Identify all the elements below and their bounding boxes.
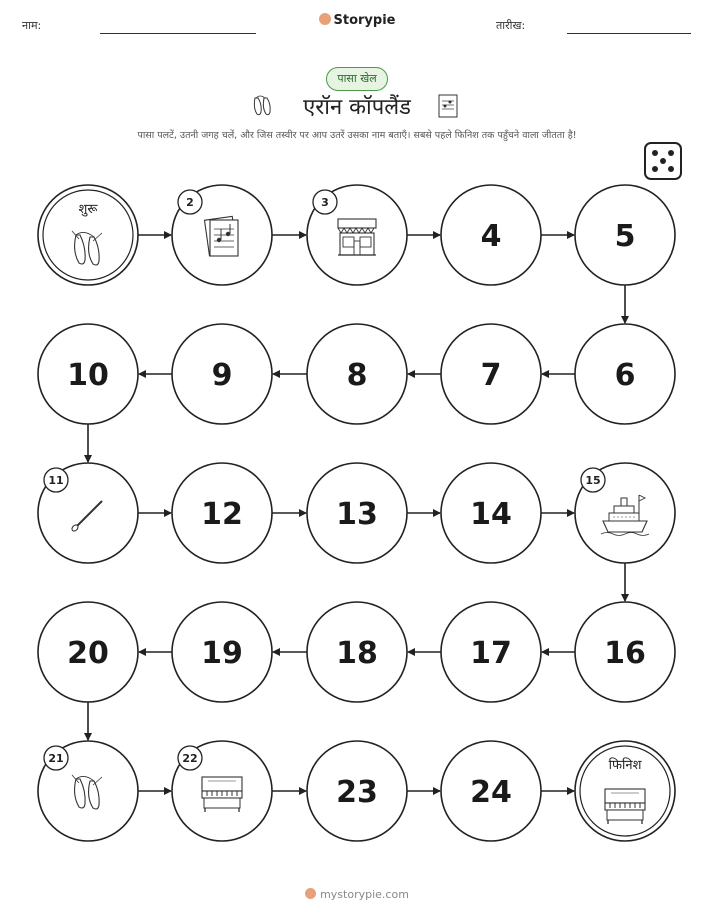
board-space-13 [307,463,407,563]
space-number: 18 [336,636,378,671]
space-number: 15 [585,474,601,487]
space-number: 9 [211,358,233,393]
board-space-19 [172,602,272,702]
space-number: 3 [321,196,329,209]
board-space-16 [575,602,675,702]
footer-brand [0,888,714,901]
space-number: 23 [336,775,378,810]
board-space-2 [172,185,272,285]
board-space-6 [575,324,675,424]
space-number: 11 [48,474,64,487]
board-space-7 [441,324,541,424]
board-space-9 [172,324,272,424]
board-space-4 [441,185,541,285]
game-type-badge: पासा खेल [326,67,388,91]
space-number: 7 [480,358,502,393]
space-circle [38,185,138,285]
space-number: 17 [470,636,512,671]
bear-icon [305,888,316,899]
space-number: 20 [67,636,109,671]
board-space-1 [38,185,138,285]
piano-icon [605,789,645,824]
brand-name: Storypie [333,13,396,28]
board-space-17 [441,602,541,702]
space-number: 2 [186,196,194,209]
space-number: 5 [614,219,636,254]
board-space-23 [307,741,407,841]
footer-url: mystorypie.com [320,888,409,901]
page-title: एरॉन कॉपलैंड [303,95,411,120]
board-space-5 [575,185,675,285]
board-space-10 [38,324,138,424]
board-space-12 [172,463,272,563]
board-space-21 [38,741,138,841]
space-number: 13 [336,497,378,532]
board-space-24 [441,741,541,841]
board-space-14 [441,463,541,563]
space-number: 10 [67,358,109,393]
space-number: 19 [201,636,243,671]
sheet-music-icon [205,216,238,256]
start-label: शुरू [78,202,98,217]
date-label: तारीख: [496,19,526,32]
space-number: 14 [470,497,512,532]
space-number: 4 [480,219,502,254]
instructions: पासा पलटें, उतनी जगह चलें, और जिस तस्वीर पर आप उतरें उसका नाम बताएँ। सबसे पहले फिनिश तक पहुँचने वाला जीतता है! [137,130,577,141]
space-number: 8 [346,358,368,393]
space-number: 12 [201,497,243,532]
board-space-20 [38,602,138,702]
space-number: 6 [614,358,636,393]
board-space-25 [575,741,675,841]
board-space-11 [38,463,138,563]
board-space-8 [307,324,407,424]
board-space-15 [575,463,675,563]
name-label: नाम: [22,19,42,32]
piano-icon [202,777,242,812]
space-number: 16 [604,636,646,671]
music-store-icon [338,219,376,255]
board-space-18 [307,602,407,702]
finish-label: फिनिश [608,758,642,773]
space-number: 21 [48,752,64,765]
space-number: 22 [182,752,198,765]
board-space-3 [307,185,407,285]
space-number: 24 [470,775,512,810]
board-space-22 [172,741,272,841]
